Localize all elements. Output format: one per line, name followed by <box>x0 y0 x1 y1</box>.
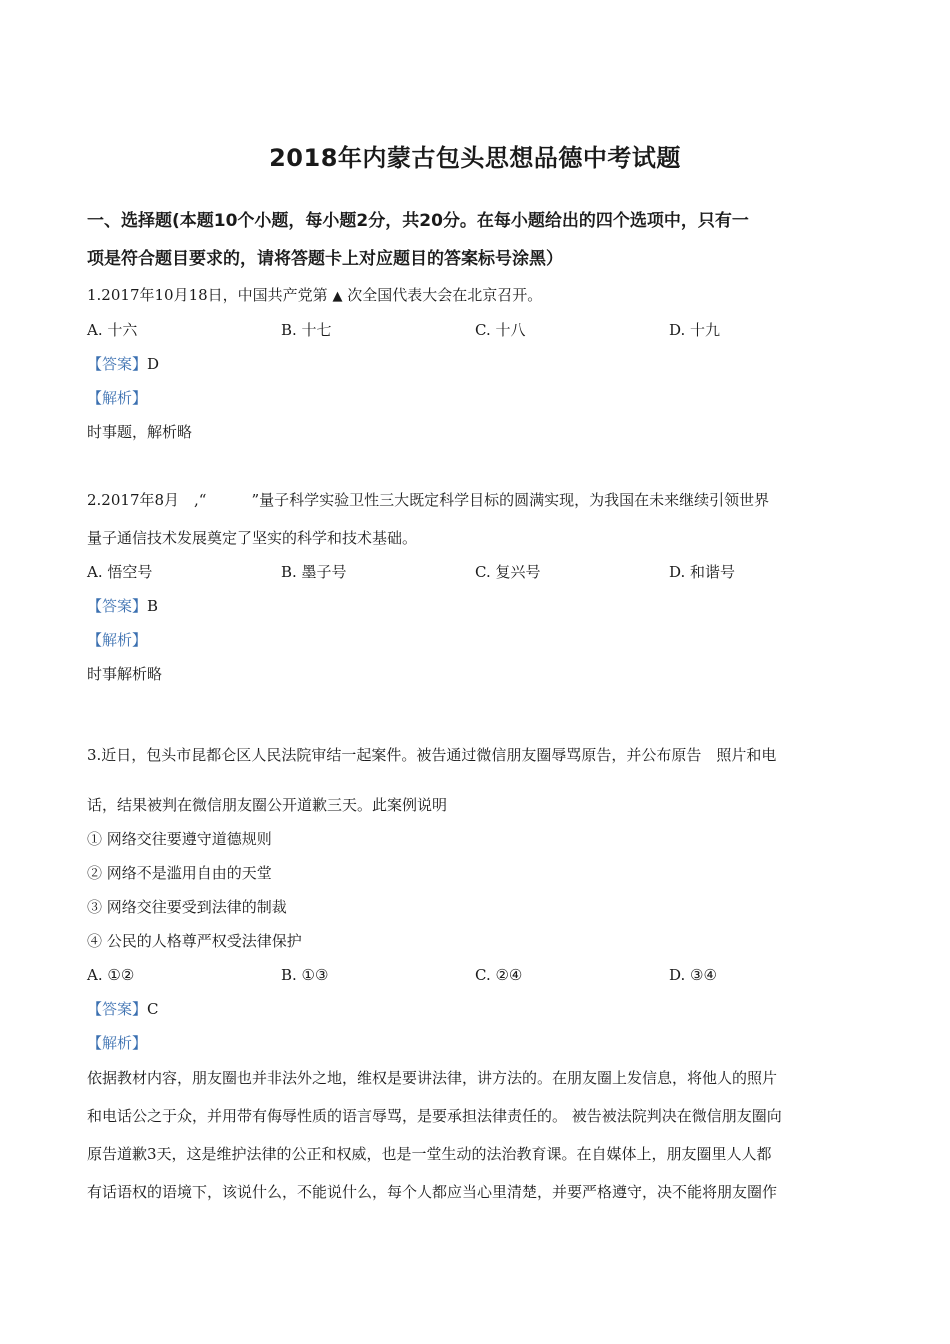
question-2-option-b: B. 墨子号 <box>281 563 347 581</box>
question-3-analysis-line-2: 和电话公之于众，并用带有侮辱性质的语言辱骂，是要承担法律责任的。 被告被法院判决在微信朋友圈向 <box>87 1107 782 1125</box>
question-1-stem <box>87 285 542 307</box>
question-3-option-a: A. ①② <box>87 966 135 984</box>
question-3-stem-line-2: 话，结果被判在微信朋友圈公开道歉三天。此案例说明 <box>87 796 448 814</box>
question-3-answer-value: C <box>147 1000 159 1018</box>
question-3-option-d: D. ③④ <box>669 966 717 984</box>
question-1-option-c: C. 十八 <box>475 321 526 339</box>
answer-label: 【答案】 <box>87 597 148 615</box>
question-1-analysis-label: 【解析】 <box>87 389 148 407</box>
question-3-option-b: B. ①③ <box>281 966 329 984</box>
question-3-analysis-line-3: 原告道歉3天，这是维护法律的公正和权威，也是一堂生动的法治教育课。在自媒体上，朋友圈里人人都 <box>87 1145 772 1163</box>
blank-triangle-icon: ▲ <box>332 289 343 304</box>
question-3-statement-1: ① 网络交往要遵守道德规则 <box>87 830 272 848</box>
question-1-stem-before: 1.2017年10月18日，中国共产党第 <box>87 286 328 304</box>
question-1-stem-after: 次全国代表大会在北京召开。 <box>347 286 543 304</box>
section-heading-line-1: 一、选择题(本题10个小题，每小题2分，共20分。在每小题给出的四个选项中，只有一 <box>87 211 749 231</box>
question-1-answer <box>87 354 159 374</box>
question-1-option-d: D. 十九 <box>669 321 721 339</box>
question-1-option-a: A. 十六 <box>87 321 138 339</box>
question-2-option-a: A. 悟空号 <box>87 563 153 581</box>
question-2-stem-line-1: 2.2017年8月 ,“ ”量子科学实验卫性三大既定科学目标的圆满实现，为我国在未来继续引领世界 <box>87 491 770 509</box>
answer-label: 【答案】 <box>87 355 148 373</box>
question-3-analysis-line-1: 依据教材内容，朋友圈也并非法外之地，维权是要讲法律，讲方法的。在朋友圈上发信息，将他人的照片 <box>87 1069 778 1087</box>
question-2-analysis-label: 【解析】 <box>87 631 148 649</box>
question-1-analysis: 时事题，解析略 <box>87 423 193 441</box>
question-2-option-d: D. 和谐号 <box>669 563 736 581</box>
section-heading-line-2: 项是符合题目要求的，请将答题卡上对应题目的答案标号涂黑） <box>87 249 563 269</box>
question-3-option-c: C. ②④ <box>475 966 523 984</box>
question-2-option-c: C. 复兴号 <box>475 563 541 581</box>
question-2-stem-line-2: 量子通信技术发展奠定了坚实的科学和技术基础。 <box>87 529 418 547</box>
question-3-stem-line-1: 3.近日，包头市昆都仑区人民法院审结一起案件。被告通过微信朋友圈辱骂原告，并公布原告 照片和电 <box>87 746 777 764</box>
answer-label: 【答案】 <box>87 1000 148 1018</box>
question-3-statement-3: ③ 网络交往要受到法律的制裁 <box>87 898 287 916</box>
question-1-option-b: B. 十七 <box>281 321 332 339</box>
question-3-answer <box>87 999 159 1019</box>
question-3-analysis-line-4: 有话语权的语境下，该说什么，不能说什么，每个人都应当心里清楚，并要严格遵守，决不能将朋友圈作 <box>87 1183 778 1201</box>
question-2-analysis: 时事解析略 <box>87 665 163 683</box>
page-title: 2018年内蒙古包头思想品德中考试题 <box>269 144 681 172</box>
question-1-answer-value: D <box>147 355 160 373</box>
question-3-statement-4: ④ 公民的人格尊严权受法律保护 <box>87 932 302 950</box>
question-3-analysis-label: 【解析】 <box>87 1034 148 1052</box>
question-3-statement-2: ② 网络不是滥用自由的天堂 <box>87 864 272 882</box>
question-2-answer <box>87 596 158 616</box>
question-2-answer-value: B <box>147 597 159 615</box>
